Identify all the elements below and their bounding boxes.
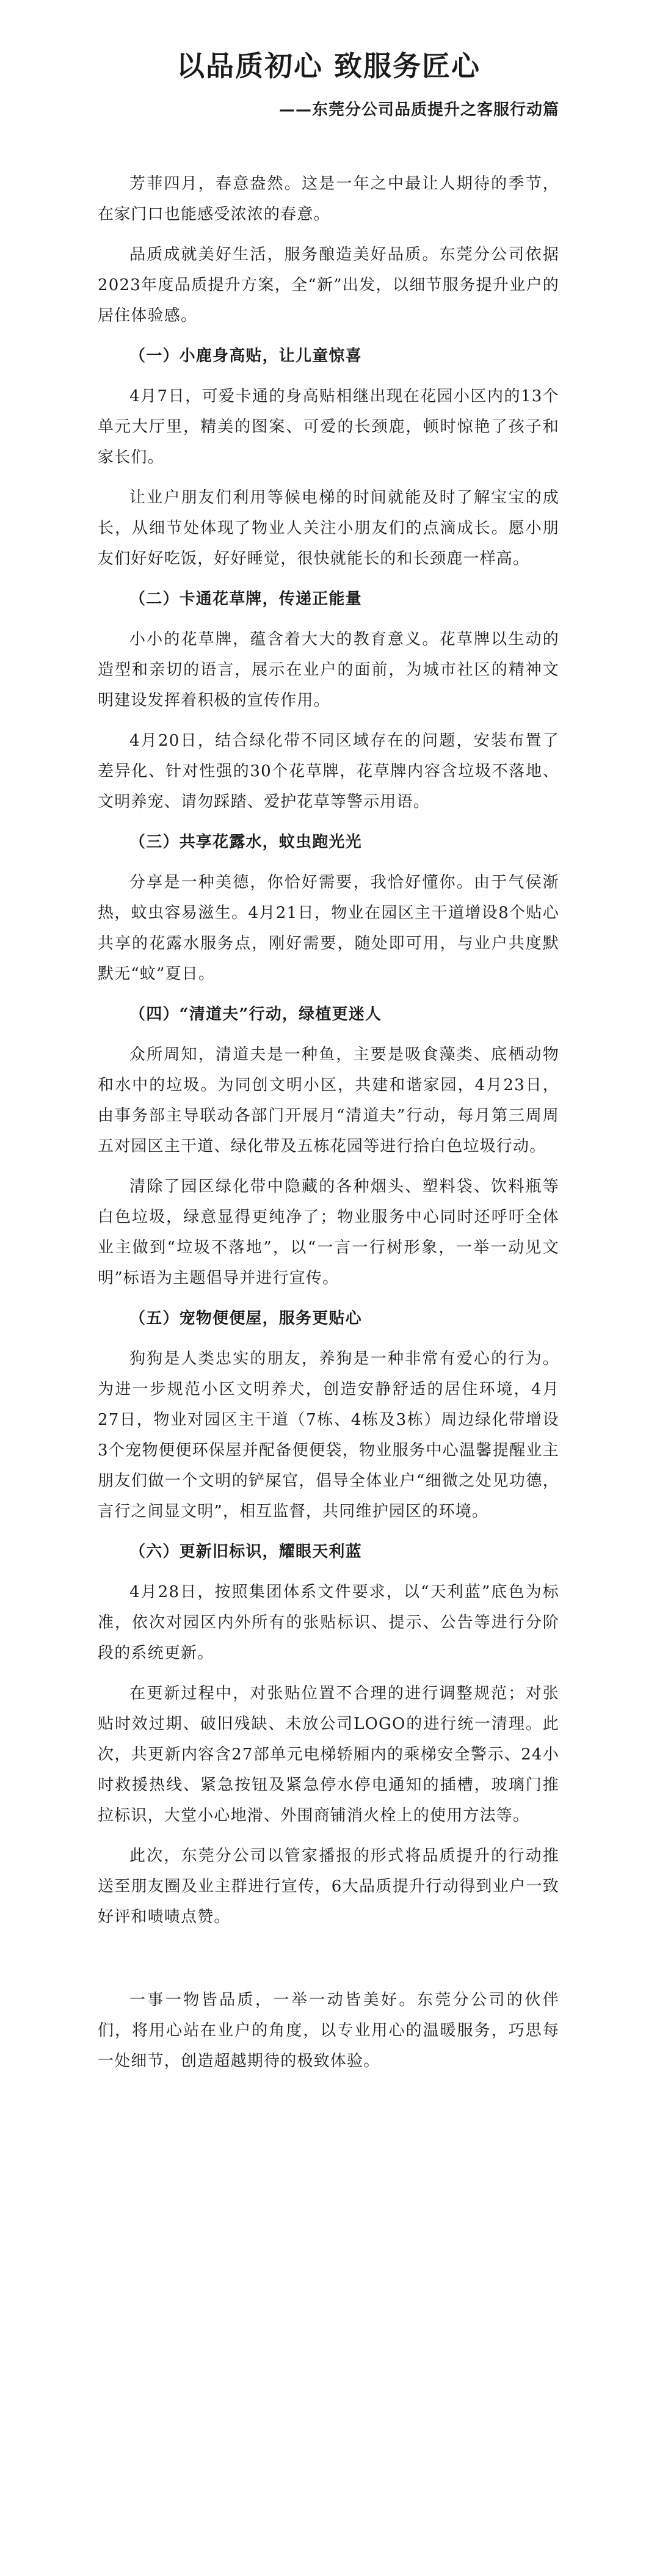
section-heading: （二）卡通花草牌，传递正能量 <box>129 590 362 608</box>
article-subtitle: ——东莞分公司品质提升之客服行动篇 <box>278 101 559 119</box>
section-heading: （四）“清道夫”行动，绿植更迷人 <box>129 1005 382 1024</box>
section-paragraph: 让业户朋友们利用等候电梯的时间就能及时了解宝宝的成长，从细节处体现了物业人关注小朋友们的点滴成长。愿小朋友们好好吃饭，好好睡觉，很快就能长的和长颈鹿一样高。 <box>98 489 559 568</box>
section-paragraph: 清除了园区绿化带中隐藏的各种烟头、塑料袋、饮料瓶等白色垃圾，绿意显得更纯净了；物业服务中心同时还呼吁全体业主做到“垃圾不落地”，以“一言一行树形象，一举一动见文明”标语为主题倡导并进行宣传。 <box>98 1177 559 1287</box>
section-paragraph: 在更新过程中，对张贴位置不合理的进行调整规范；对张贴时效过期、破旧残缺、未放公司LOGO的进行统一清理。此次，共更新内容含27部单元电梯轿厢内的乘梯安全警示、24小时救援热线、紧急按钮及紧急停水停电通知的插槽，玻璃门推拉标识，大堂小心地滑、外围商铺消火栓上的使用方法等。 <box>98 1684 559 1825</box>
intro-paragraph: 芳菲四月，春意盎然。这是一年之中最让人期待的季节，在家门口也能感受浓浓的春意。 <box>98 175 559 224</box>
section-heading: （三）共享花露水，蚊虫跑光光 <box>129 833 362 851</box>
closing-paragraph: 一事一物皆品质，一举一动皆美好。东莞分公司的伙伴们，将用心站在业户的角度，以专业用心的温暖服务，巧思每一处细节，创造超越期待的极致体验。 <box>98 1991 559 2070</box>
section-paragraph: 分享是一种美德，你恰好需要，我恰好懂你。由于气侯渐热，蚊虫容易滋生。4月21日，物业在园区主干道增设8个贴心共享的花露水服务点，刚好需要，随处即可用，与业户共度默默无“蚊”夏日。 <box>98 873 559 983</box>
section-paragraph: 众所周知，清道夫是一种鱼，主要是吸食藻类、底栖动物和水中的垃圾。为同创文明小区，共建和谐家园，4月23日，由事务部主导联动各部门开展月“清道夫”行动，每月第三周周五对园区主干道、绿化带及五栋花园等进行拾白色垃圾行动。 <box>98 1046 559 1155</box>
spacer <box>98 1942 559 1985</box>
section-heading: （五）宠物便便屋，服务更贴心 <box>129 1309 362 1328</box>
section-paragraph: 4月28日，按照集团体系文件要求，以“天利蓝”底色为标准，依次对园区内外所有的张贴标识、提示、公告等进行分阶段的系统更新。 <box>98 1583 559 1662</box>
section-paragraph: 小小的花草牌，蕴含着大大的教育意义。花草牌以生动的造型和亲切的语言，展示在业户的面前，为城市社区的精神文明建设发挥着积极的宣传作用。 <box>98 630 559 710</box>
section-paragraph: 4月20日，结合绿化带不同区域存在的问题，安装布置了差异化、针对性强的30个花草牌，花草牌内容含垃圾不落地、文明养宠、请勿踩踏、爱护花草等警示用语。 <box>98 732 559 811</box>
section-paragraph: 狗狗是人类忠实的朋友，养狗是一种非常有爱心的行为。为进一步规范小区文明养犬，创造安静舒适的居住环境，4月27日，物业对园区主干道（7栋、4栋及3栋）周边绿化带增设3个宠物便便环保屋并配备便便袋，物业服务中心温馨提醒业主朋友们做一个文明的铲屎官，倡导全体业户“细微之处见功德，言行之间显文明”，相互监督，共同维护园区的环境。 <box>98 1350 559 1521</box>
section-paragraph: 此次，东莞分公司以管家播报的形式将品质提升的行动推送至朋友圈及业主群进行宣传，6大品质提升行动得到业户一致好评和啧啧点赞。 <box>98 1847 559 1926</box>
section-paragraph: 4月7日，可爱卡通的身高贴相继出现在花园小区内的13个单元大厅里，精美的图案、可爱的长颈鹿，顿时惊艳了孩子和家长们。 <box>98 387 559 467</box>
intro-paragraph: 品质成就美好生活，服务酿造美好品质。东莞分公司依据2023年度品质提升方案，全“新”出发，以细节服务提升业户的居住体验感。 <box>98 246 559 325</box>
article-title: 以品质初心 致服务匠心 <box>176 49 481 82</box>
section-heading: （一）小鹿身高贴，让儿童惊喜 <box>129 347 362 365</box>
section-heading: （六）更新旧标识，耀眼天利蓝 <box>129 1543 362 1561</box>
